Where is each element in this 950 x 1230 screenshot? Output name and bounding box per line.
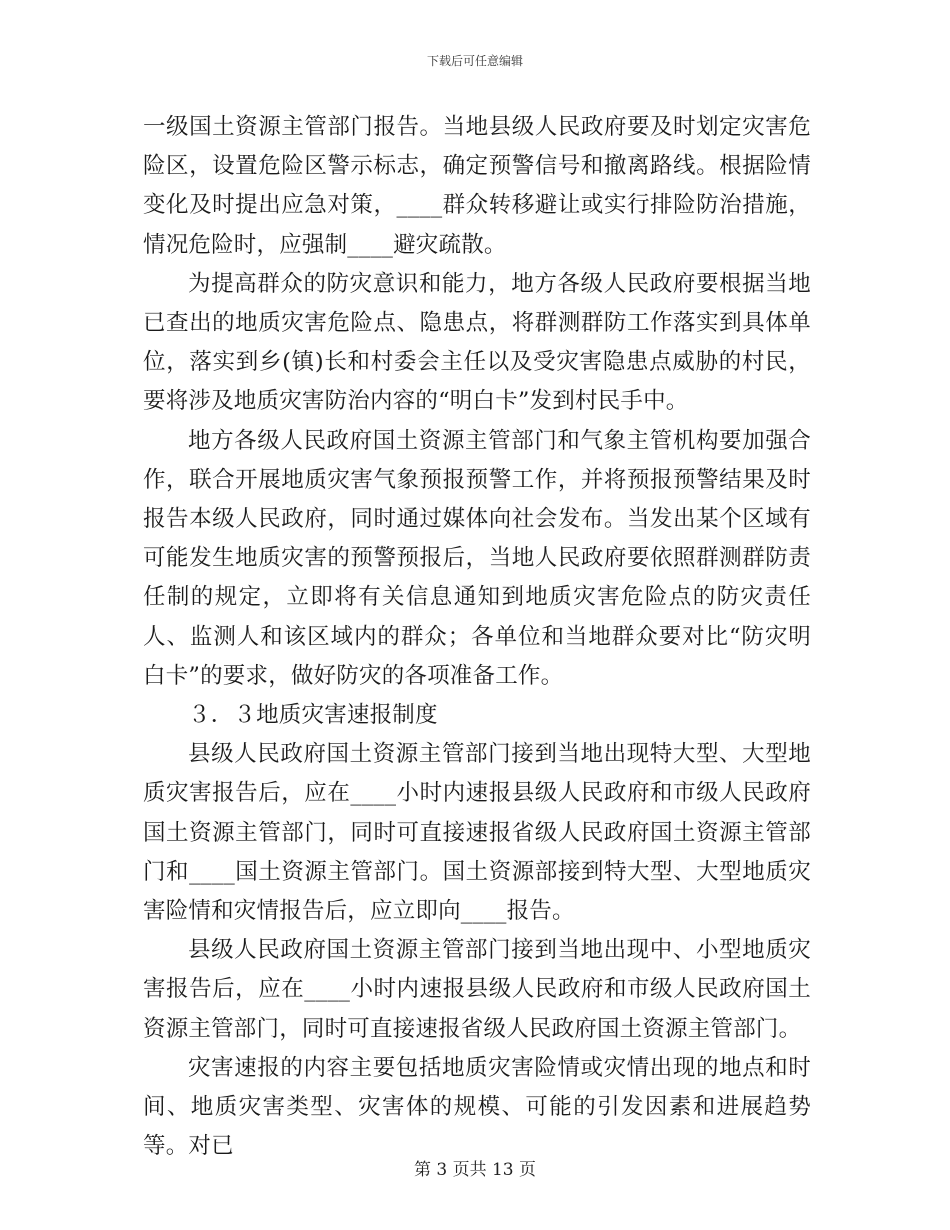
section-heading-3-3: ３．３地质灾害速报制度 bbox=[188, 702, 438, 729]
paragraph-4: 县级人民政府国土资源主管部门接到当地出现特大型、大型地质灾害报告后，应在____小时内速报县级人民政府和市级人民政府国土资源主管部门，同时可直接速报省级人民政府国土资源主管部门和____国土资源主管部门。国土资源部接到特大型、大型地质灾害险情和灾情报告后，应立即向____报告。 bbox=[143, 741, 811, 925]
document-body bbox=[143, 108, 811, 1166]
page-header: 下载后可任意编辑 bbox=[426, 54, 523, 68]
paragraph-5: 县级人民政府国土资源主管部门接到当地出现中、小型地质灾害报告后，应在____小时内速报县级人民政府和市级人民政府国土资源主管部门，同时可直接速报省级人民政府国土资源主管部门。 bbox=[143, 937, 811, 1042]
page-number-footer: 第 3 页共 13 页 bbox=[413, 1160, 537, 1180]
paragraph-1: 一级国土资源主管部门报告。当地县级人民政府要及时划定灾害危险区，设置危险区警示标志，确定预警信号和撤离路线。根据险情变化及时提出应急对策，____群众转移避让或实行排险防治措施，情况危险时，应强制____避灾疏散。 bbox=[143, 114, 811, 258]
paragraph-6: 灾害速报的内容主要包括地质灾害险情或灾情出现的地点和时间、地质灾害类型、灾害体的规模、可能的引发因素和进展趋势等。对已 bbox=[143, 1054, 811, 1160]
paragraph-3: 地方各级人民政府国土资源主管部门和气象主管机构要加强合作，联合开展地质灾害气象预报预警工作，并将预报预警结果及时报告本级人民政府，同时通过媒体向社会发布。当发出某个区域有可能发生地质灾害的预警预报后，当地人民政府要依照群测群防责任制的规定，立即将有关信息通知到地质灾害危险点的防灾责任人、监测人和该区域内的群众；各单位和当地群众要对比“防灾明白卡”的要求，做好防灾的各项准备工作。 bbox=[143, 427, 811, 689]
paragraph-2: 为提高群众的防灾意识和能力，地方各级人民政府要根据当地已查出的地质灾害危险点、隐患点，将群测群防工作落实到具体单位，落实到乡(镇)长和村委会主任以及受灾害隐患点威胁的村民，要将涉及地质灾害防治内容的“明白卡”发到村民手中。 bbox=[143, 270, 811, 415]
